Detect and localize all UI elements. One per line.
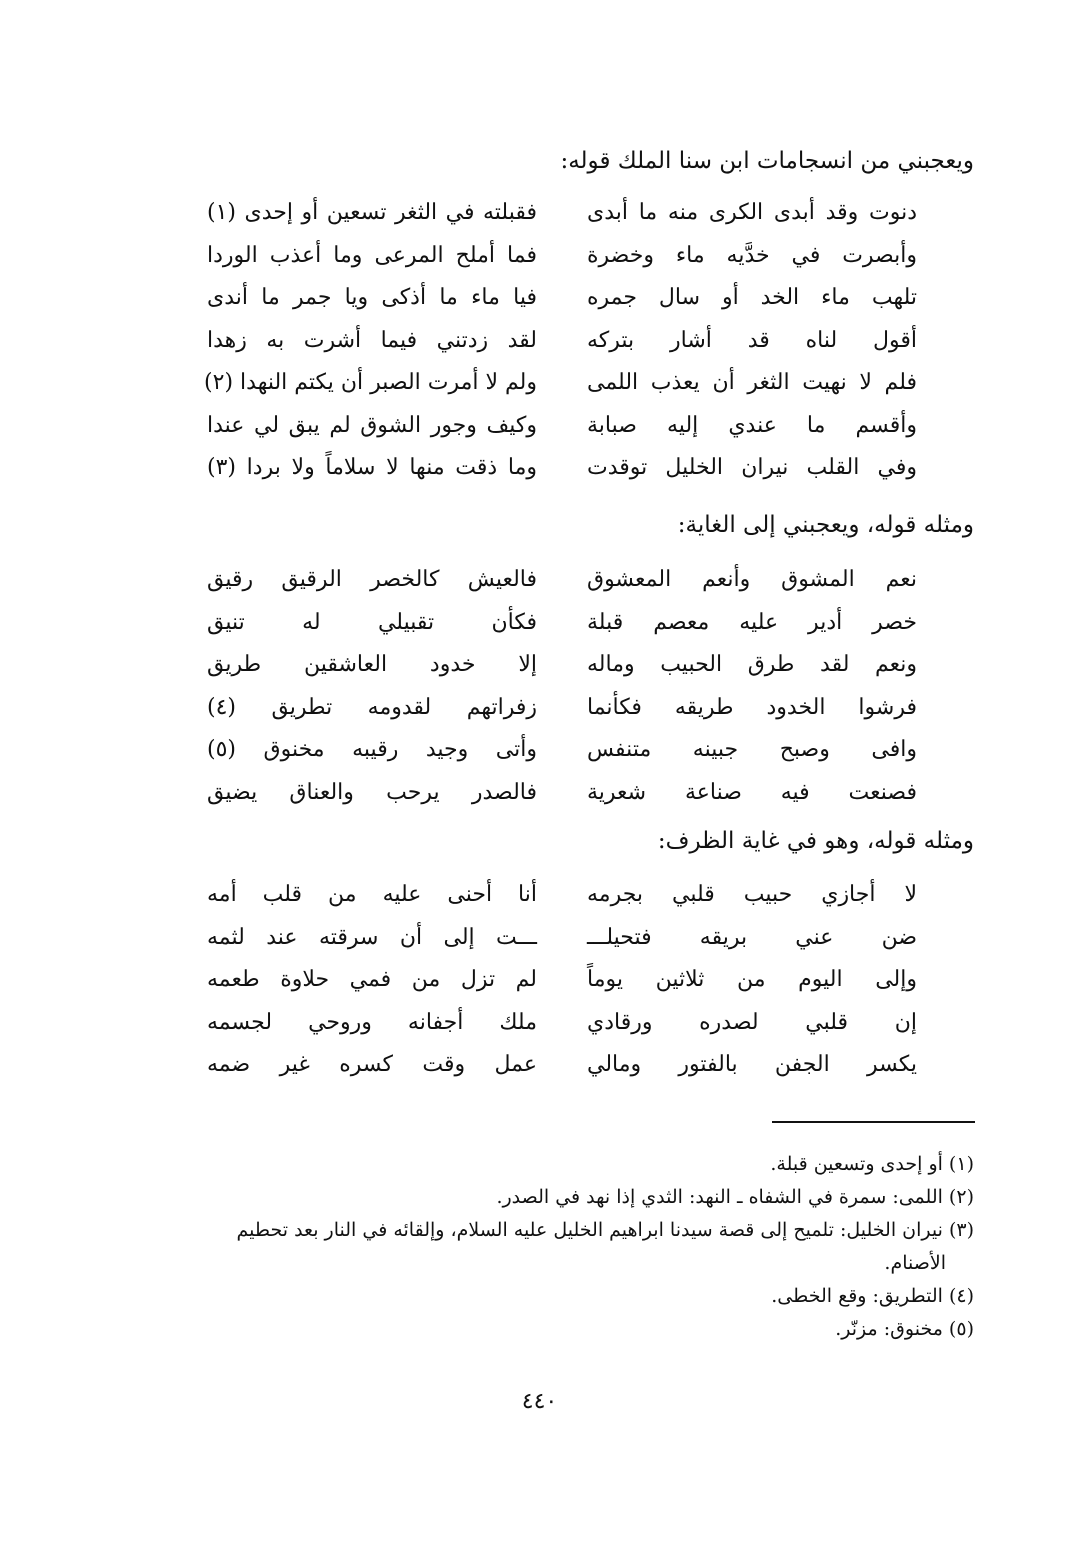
first-hemistich: تلهب ماء الخد أو سال جمره: [587, 285, 917, 310]
first-hemistich: دنوت وقد أبدى الكرى منه ما أبدى: [587, 200, 917, 225]
second-hemistich: وأتى وجيد رقيبه مخنوق (٥): [207, 737, 537, 762]
footnotes: [154, 1148, 974, 1346]
first-hemistich: يكسر الجفن بالفتور ومالي: [587, 1052, 917, 1077]
footnote: (٤) التطريق: وقع الخطى.: [771, 1285, 974, 1307]
second-hemistich: فالصدر يرحب والعناق يضيق: [207, 779, 537, 805]
verse: [195, 235, 935, 278]
second-hemistich: ملك أجفانه وروحي لجسمه: [207, 1009, 537, 1035]
first-hemistich: فلم لا نهيت الثغر أن يعذب اللمى: [587, 370, 917, 395]
second-hemistich: فقبلته في الثغر تسعين أو إحدى (١): [207, 200, 537, 225]
second-hemistich: زفراتهم لقدومه تطريق (٤): [207, 694, 537, 720]
second-hemistich: ـــت إلى أن سرقته عند لثمه: [207, 924, 537, 950]
second-hemistich: فكأن تقبيلي له تنيق: [207, 609, 537, 635]
verse: [195, 729, 935, 772]
verse: [195, 644, 935, 687]
second-hemistich: لقد زدتني فيما أشرت به زهدا: [207, 327, 537, 353]
first-hemistich: وافى وصبح جبينه متنفس: [587, 737, 917, 762]
verse: [195, 405, 935, 448]
first-hemistich: وإلى اليوم من ثلاثين يوماً: [587, 967, 917, 992]
second-hemistich: فيا ماء ما أذكى ويا جمر ما أندى: [207, 285, 537, 310]
poem-3: [195, 874, 935, 1087]
verse: [195, 1002, 935, 1045]
second-hemistich: وكيف وجور الشوق لم يبق لي عندا: [207, 412, 537, 438]
verse: [195, 959, 935, 1002]
verse: [195, 602, 935, 645]
footnote: (٢) اللمى: سمرة في الشفاه ـ النهد: الثدي إذا نهد في الصدر.: [496, 1186, 974, 1208]
first-hemistich: إن قلبي لصدره ورقادي: [587, 1009, 917, 1035]
second-hemistich: ولم لا أمرت الصبر أن يكتم النهدا (٢): [204, 370, 537, 395]
verse: [195, 1044, 935, 1087]
poem-1: [195, 192, 935, 490]
first-hemistich: نعم المشوق وأنعم المعشوق: [587, 567, 917, 592]
verse: [195, 772, 935, 815]
first-hemistich: خصر أدير عليه معصم قبلة: [587, 609, 917, 635]
second-hemistich: إلا خدود العاشقين طريق: [207, 652, 537, 677]
footnote: (٣) نيران الخليل: تلميح إلى قصة سيدنا ابراهيم الخليل عليه السلام، وإلقائه في النار بعد تحطيم: [236, 1219, 974, 1241]
second-hemistich: فالعيش كالخصر الرقيق رقيق: [207, 567, 537, 592]
first-hemistich: وفي القلب نيران الخليل توقدت: [587, 455, 917, 480]
verse: [195, 917, 935, 960]
intro-line-3: ومثله قوله، وهو في غاية الظرف:: [657, 828, 974, 854]
footnote: (٥) مخنوق: مزنّر.: [835, 1318, 974, 1340]
first-hemistich: ونعم لقد طرق الحبيب وماله: [587, 652, 917, 677]
first-hemistich: فرشوا الخدود طريقه فكأنما: [587, 694, 917, 720]
first-hemistich: لا أجازي حبيب قلبي بجرمه: [587, 882, 917, 907]
verse: [195, 447, 935, 490]
footnote-separator: [772, 1121, 975, 1123]
first-hemistich: وأبصرت في خدَّيه ماء وخضرة: [587, 242, 917, 268]
verse: [195, 687, 935, 730]
second-hemistich: وما ذقت منها لا سلاماً ولا بردا (٣): [207, 455, 537, 480]
first-hemistich: أقول لناه قد أشار بتركه: [587, 327, 917, 353]
verse: [195, 362, 935, 405]
verse: [195, 277, 935, 320]
second-hemistich: لم تزل من فمي حلاوة طعمه: [207, 967, 537, 992]
first-hemistich: فصنعت فيه صناعة شعرية: [587, 779, 917, 805]
page-number: ٤٤٠: [521, 1389, 558, 1414]
second-hemistich: عمل وقت كسره غير ضمه: [207, 1052, 537, 1077]
verse: [195, 192, 935, 235]
footnote: (١) أو إحدى وتسعين قبلة.: [770, 1153, 974, 1175]
intro-line-2: ومثله قوله، ويعجبني إلى الغاية:: [677, 512, 974, 538]
verse: [195, 320, 935, 363]
intro-line-1: ويعجبني من انسجامات ابن سنا الملك قوله:: [560, 148, 974, 174]
second-hemistich: أنا أحنى عليه من قلب أمه: [207, 882, 537, 907]
poem-2: [195, 559, 935, 814]
verse: [195, 559, 935, 602]
footnote-continuation: الأصنام.: [884, 1252, 946, 1274]
verse: [195, 874, 935, 917]
first-hemistich: ضن عني بريقه فتحيلـــ: [587, 924, 917, 950]
first-hemistich: وأقسم ما عندي إليه صبابة: [587, 412, 917, 438]
second-hemistich: فما أملح المرعى وما أعذب الوردا: [207, 242, 537, 268]
